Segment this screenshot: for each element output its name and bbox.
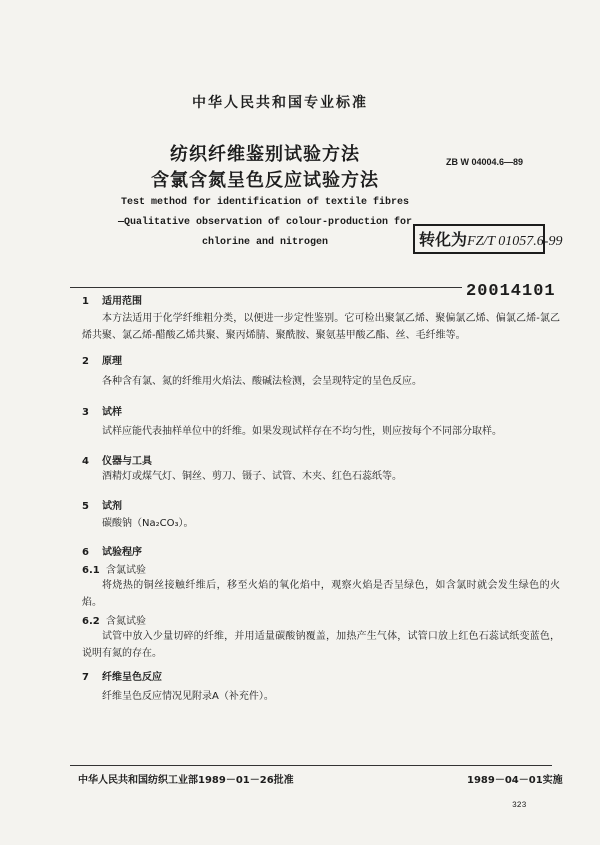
subsection-number: 6.1 <box>82 565 100 576</box>
section-5-body: 碳酸钠（Na₂CO₃）。 <box>102 518 194 529</box>
stamp-prefix: 转化为 <box>419 232 468 249</box>
page-number: 323 <box>512 801 527 810</box>
section-title: 原理 <box>102 356 122 367</box>
section-title: 试样 <box>102 407 122 418</box>
subsection-6-2-body: 试管中放入少量切碎的纤维，并用适量碳酸钠覆盖，加热产生气体，试管口放上红色石蕊试纸变蓝色，说明有氮的存在。 <box>82 631 560 659</box>
section-3-heading <box>82 403 122 418</box>
subsection-6-1-heading <box>82 561 146 576</box>
section-number: 5 <box>82 501 89 512</box>
section-number: 4 <box>82 456 89 467</box>
section-7-heading <box>82 668 162 683</box>
section-6-heading <box>82 543 142 558</box>
title-chinese-line1: 纺织纤维鉴别试验方法 <box>170 144 360 165</box>
section-7-body: 纤维呈色反应情况见附录A（补充件）。 <box>102 691 274 702</box>
section-number: 6 <box>82 547 89 558</box>
conversion-stamp <box>413 224 563 254</box>
section-title: 仪器与工具 <box>102 456 152 467</box>
title-english-line3: chlorine and nitrogen <box>201 237 329 248</box>
subsection-6-1-body: 将烧热的铜丝接触纤维后，移至火焰的氧化焰中，观察火焰是否呈绿色，如含氯时就会发生绿色的火焰。 <box>82 580 560 608</box>
section-2-heading <box>82 352 122 367</box>
section-number: 7 <box>82 672 89 683</box>
section-title: 适用范围 <box>102 296 142 307</box>
standard-org-heading: 中华人民共和国专业标准 <box>192 95 368 111</box>
standard-code: ZB W 04004.6—89 <box>446 157 524 167</box>
section-4-heading <box>82 452 152 467</box>
section-1-heading <box>82 292 142 307</box>
title-chinese-line2: 含氯含氮呈色反应试验方法 <box>151 170 379 191</box>
section-2-body: 各种含有氯、氮的纤维用火焰法、酸碱法检测，会呈现特定的呈色反应。 <box>102 376 422 387</box>
section-5-heading <box>82 497 122 512</box>
footer-divider <box>70 765 552 766</box>
title-english-line2: —Qualitative observation of colour-production for <box>117 217 413 228</box>
section-title: 试验程序 <box>102 547 142 558</box>
subsection-number: 6.2 <box>82 616 100 627</box>
implementation-date: 1989－04－01实施 <box>467 775 563 786</box>
section-number: 2 <box>82 356 89 367</box>
section-4-body: 酒精灯或煤气灯、铜丝、剪刀、镊子、试管、木夹、红色石蕊纸等。 <box>102 471 402 482</box>
section-number: 1 <box>82 296 89 307</box>
section-title: 纤维呈色反应 <box>102 672 162 683</box>
approval-line: 中华人民共和国纺织工业部1989－01－26批准 <box>78 775 294 786</box>
section-number: 3 <box>82 407 89 418</box>
title-english-line1: Test method for identification of textile fibres <box>120 197 410 208</box>
section-1-body: 本方法适用于化学纤维粗分类，以便进一步定性鉴别。它可检出聚氯乙烯、聚偏氯乙烯、偏氯乙烯-氯乙烯共聚、氯乙烯-醋酸乙烯共聚、聚丙烯腈、聚酰胺、聚氨基甲酸乙酯、丝、毛纤维等。 <box>82 313 560 341</box>
document-number: 20014101 <box>462 282 560 301</box>
section-3-body: 试样应能代表抽样单位中的纤维。如果发现试样存在不均匀性，则应按每个不同部分取样。 <box>102 426 502 437</box>
subsection-6-2-heading <box>82 612 146 627</box>
subsection-title: 含氯试验 <box>106 565 146 576</box>
subsection-title: 含氮试验 <box>106 616 146 627</box>
stamp-handwritten: FZ/T 01057.6-99 <box>467 234 563 249</box>
section-title: 试剂 <box>102 501 122 512</box>
